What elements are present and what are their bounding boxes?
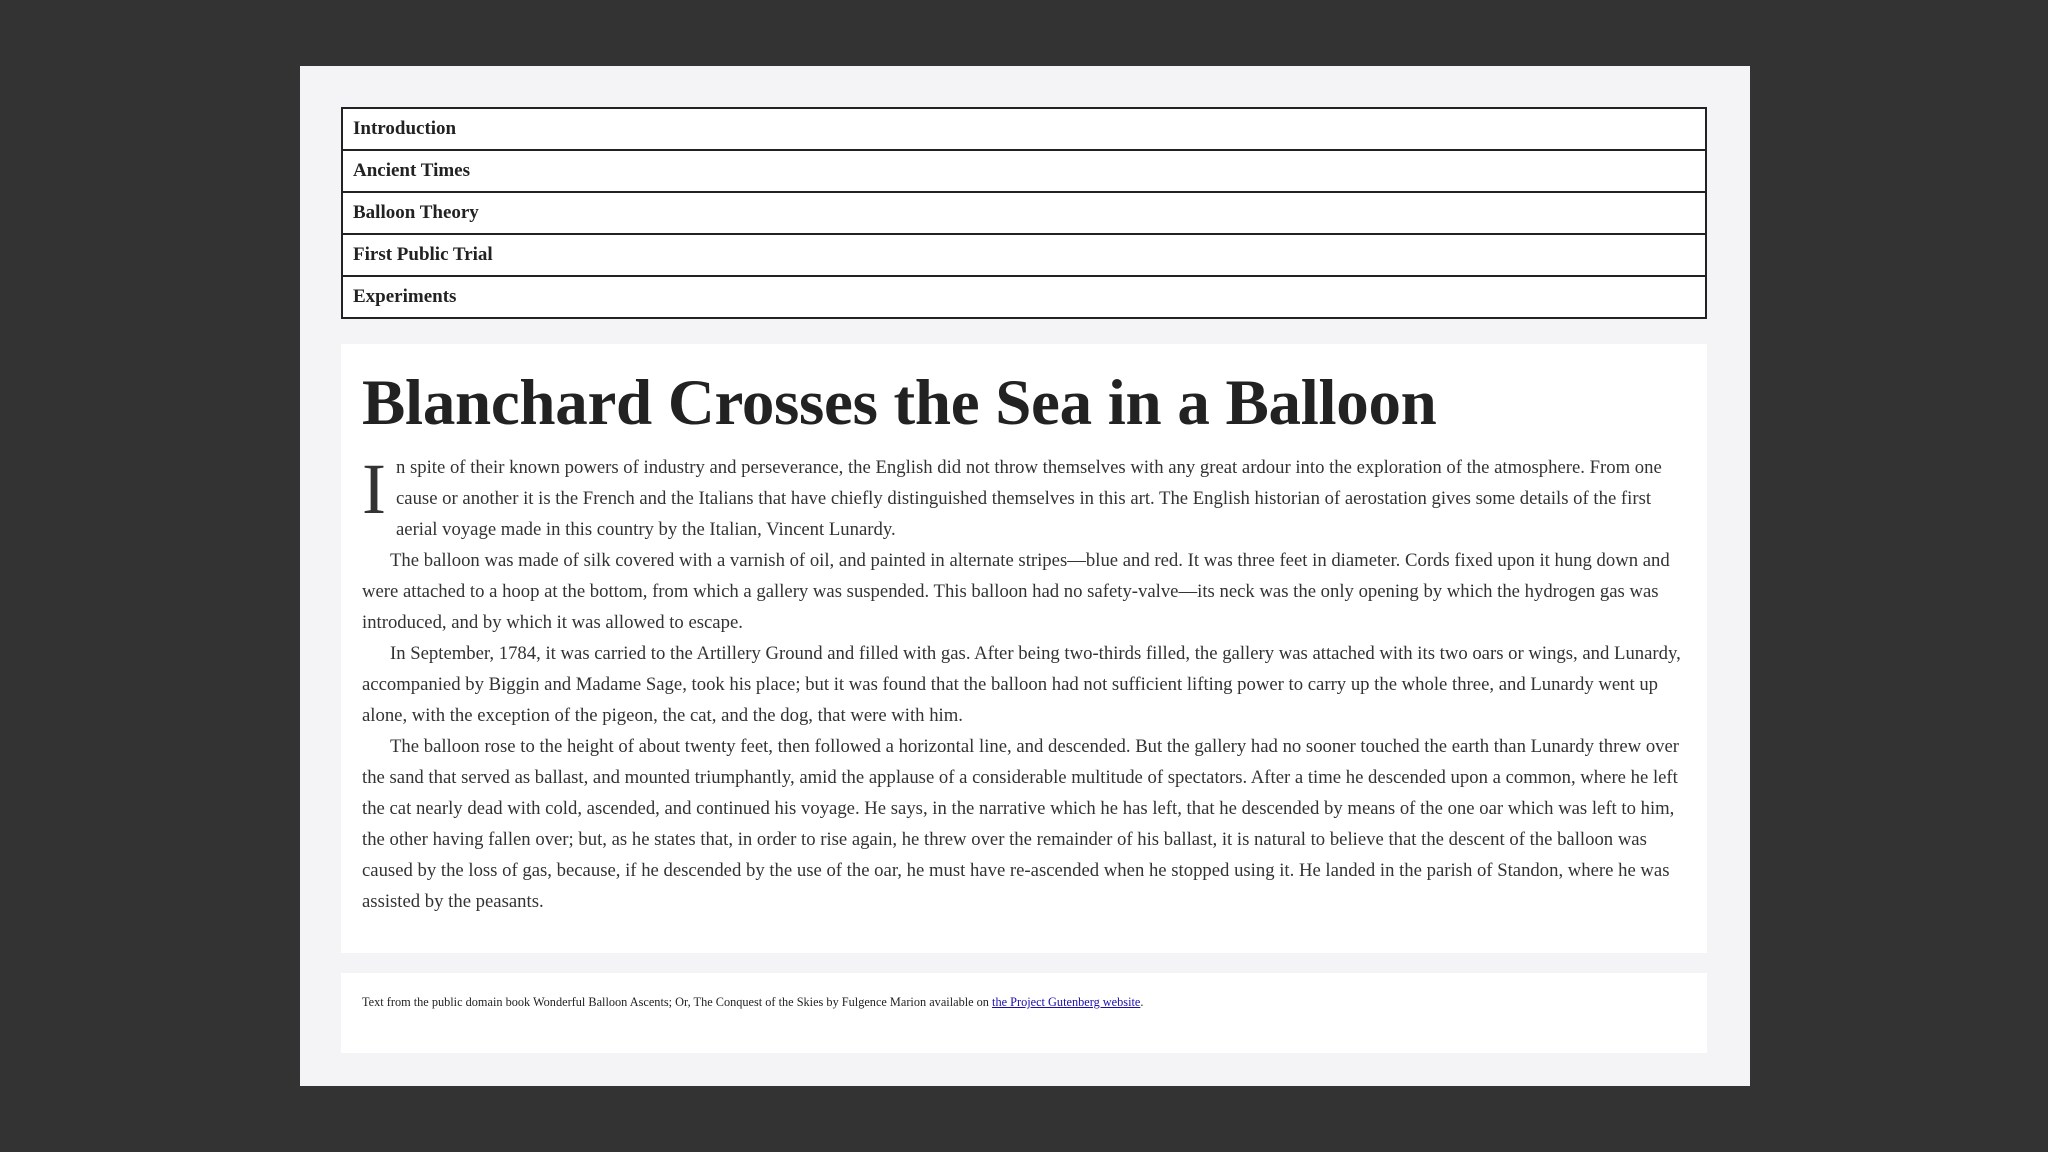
nav-item-balloon-theory[interactable]: Balloon Theory (341, 191, 1707, 235)
footer-text: Text from the public domain book Wonderful Balloon Ascents; Or, The Conquest of the Skies by Fulgence Marion available on (362, 995, 993, 1009)
article-title: Blanchard Crosses the Sea in a Balloon (362, 367, 1437, 439)
article (341, 344, 1707, 953)
nav-item-experiments[interactable]: Experiments (341, 275, 1707, 319)
page (300, 66, 1750, 1086)
project-gutenberg-link[interactable]: the Project Gutenberg website (992, 995, 1141, 1009)
paragraph-text: n spite of their known powers of industry and perseverance, the English did not throw themselves with any great ardour into the exploration of the atmosphere. From one cause or another it is the French and the Italians that have chiefly distinguished themselves in this art. The English historian of aerostation gives some details of the first aerial voyage made in this country by the Italian, Vincent Lunardy. (395, 457, 1662, 540)
drop-cap: I (362, 449, 386, 529)
nav-item-ancient-times[interactable]: Ancient Times (341, 149, 1707, 193)
chapter-nav (341, 107, 1707, 319)
nav-item-introduction[interactable]: Introduction (341, 107, 1707, 151)
article-paragraph: The balloon rose to the height of about twenty feet, then followed a horizontal line, and descended. But the gallery had no sooner touched the earth than Lunardy threw over the sand that served as ballast, and mounted triumphantly, amid the applause of a considerable multitude of spectators. After a time he descended upon a common, where he left the cat nearly dead with cold, ascended, and continued his voyage. He says, in the narrative which he has left, that he descended by means of the one oar which was left to him, the other having fallen over; but, as he states that, in order to rise again, he threw over the remainder of his ballast, it is natural to believe that the descent of the balloon was caused by the loss of gas, because, if he descended by the use of the oar, he must have re-ascended when he stopped using it. He landed in the parish of Standon, where he was assisted by the peasants. (362, 736, 1680, 912)
article-paragraph: In September, 1784, it was carried to the Artillery Ground and filled with gas. After being two-thirds filled, the gallery was attached with its two oars or wings, and Lunardy, accompanied by Biggin and Madame Sage, took his place; but it was found that the balloon had not sufficient lifting power to carry up the whole three, and Lunardy went up alone, with the exception of the pigeon, the cat, and the dog, that were with him. (362, 643, 1681, 726)
footer-suffix: . (1140, 995, 1144, 1009)
footer (341, 973, 1707, 1053)
nav-item-first-public-trial[interactable]: First Public Trial (341, 233, 1707, 277)
article-paragraph (362, 449, 1687, 545)
article-paragraph: The balloon was made of silk covered with a varnish of oil, and painted in alternate stripes—blue and red. It was three feet in diameter. Cords fixed upon it hung down and were attached to a hoop at the bottom, from which a gallery was suspended. This balloon had no safety-valve—its neck was the only opening by which the hydrogen gas was introduced, and by which it was allowed to escape. (362, 550, 1670, 633)
